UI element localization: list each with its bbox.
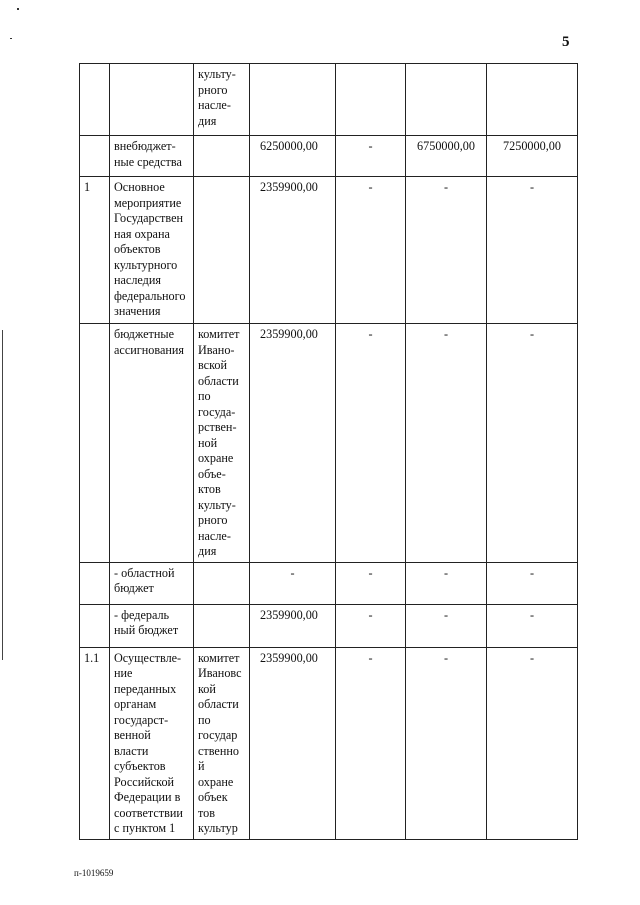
row-executor: комитет Ивано- вской области по госуда- рствен- ной охране объе- ктов культу- рного насле- дия xyxy=(194,324,250,563)
value-col-4 xyxy=(487,64,578,136)
row-number xyxy=(80,324,110,563)
value-col-1: 2359900,00 xyxy=(250,647,336,839)
row-executor xyxy=(194,177,250,324)
value-col-2 xyxy=(336,64,406,136)
table-row xyxy=(80,324,578,563)
value-col-1: 6250000,00 xyxy=(250,136,336,177)
row-executor: культу- рного насле- дия xyxy=(194,64,250,136)
row-executor xyxy=(194,136,250,177)
value-col-3: - xyxy=(406,177,487,324)
value-col-3 xyxy=(406,64,487,136)
row-name xyxy=(110,64,194,136)
value-col-3: - xyxy=(406,562,487,604)
scan-margin-line xyxy=(2,330,3,660)
row-number xyxy=(80,604,110,647)
row-number: 1 xyxy=(80,177,110,324)
value-col-4: - xyxy=(487,604,578,647)
value-col-4: - xyxy=(487,324,578,563)
value-col-2: - xyxy=(336,177,406,324)
row-executor xyxy=(194,562,250,604)
scan-speck xyxy=(17,8,19,10)
row-number xyxy=(80,64,110,136)
value-col-2: - xyxy=(336,604,406,647)
table-row xyxy=(80,647,578,839)
row-executor: комитет Ивановской области по государ ственной охране объек тов культур xyxy=(194,647,250,839)
budget-table xyxy=(79,63,578,840)
value-col-4: - xyxy=(487,647,578,839)
value-col-4: - xyxy=(487,177,578,324)
row-number: 1.1 xyxy=(80,647,110,839)
row-executor xyxy=(194,604,250,647)
row-name: - областной бюджет xyxy=(110,562,194,604)
value-col-1: - xyxy=(250,562,336,604)
value-col-3: - xyxy=(406,324,487,563)
value-col-2: - xyxy=(336,647,406,839)
row-name: Осуществле- ние переданных органам государст- венной власти субъектов Российской Федерации в соответствии с пунктом 1 xyxy=(110,647,194,839)
row-name: - федераль ный бюджет xyxy=(110,604,194,647)
row-name: Основное мероприятие Государствен ная охрана объектов культурного наследия федерального значения xyxy=(110,177,194,324)
table-row xyxy=(80,136,578,177)
value-col-1: 2359900,00 xyxy=(250,604,336,647)
table-row xyxy=(80,562,578,604)
footer-code: п-1019659 xyxy=(74,868,114,878)
row-name: бюджетные ассигнования xyxy=(110,324,194,563)
table-row xyxy=(80,604,578,647)
row-name: внебюджет- ные средства xyxy=(110,136,194,177)
value-col-1 xyxy=(250,64,336,136)
value-col-2: - xyxy=(336,562,406,604)
page-number: 5 xyxy=(562,34,570,50)
row-number xyxy=(80,136,110,177)
value-col-3: 6750000,00 xyxy=(406,136,487,177)
value-col-3: - xyxy=(406,604,487,647)
value-col-1: 2359900,00 xyxy=(250,324,336,563)
table-row xyxy=(80,177,578,324)
value-col-4: - xyxy=(487,562,578,604)
row-number xyxy=(80,562,110,604)
value-col-2: - xyxy=(336,324,406,563)
table-row xyxy=(80,64,578,136)
scan-speck xyxy=(10,38,12,39)
value-col-4: 7250000,00 xyxy=(487,136,578,177)
value-col-2: - xyxy=(336,136,406,177)
value-col-3: - xyxy=(406,647,487,839)
value-col-1: 2359900,00 xyxy=(250,177,336,324)
